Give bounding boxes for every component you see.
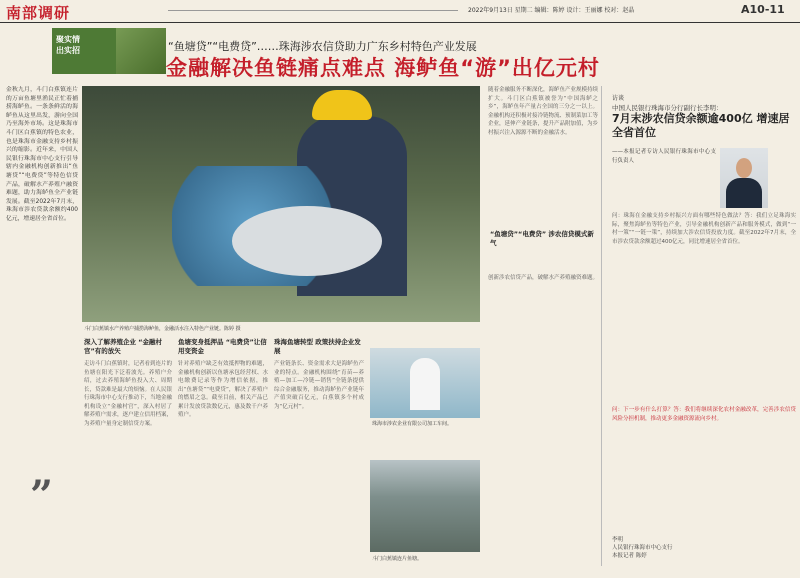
masthead: [0, 0, 800, 23]
column4-body-2: 创新涉农信贷产品，破解水产养殖融资难题。: [488, 275, 598, 281]
interview-kicker: 访谈: [612, 95, 625, 102]
column4-body: 随着金融服务不断深化，海鲈鱼产业规模持续扩大。斗门区白蕉镇被誉为“中国海鲈之乡”，海鲈鱼年产量占全国的三分之一以上。金融机构还积极对接冷链物流、预制菜加工等企业，延伸产业链条，提升产品附加值，为乡村振兴注入源源不断的金融活水。: [488, 87, 598, 136]
masthead-rule: [168, 10, 458, 11]
interview-byline: [612, 536, 673, 560]
byline-role: 人民银行珠海市中心支行: [612, 545, 673, 551]
section1-title: 深入了解养殖企业 “金融村官”有的放矢: [84, 338, 163, 355]
portrait-suit: [726, 178, 762, 208]
fishpond-photo-caption: 斗门白蕉镇连片鱼塘。: [372, 556, 423, 562]
interviewee-portrait: [720, 148, 768, 208]
article-headline: 金融解决鱼链痛点难点 海鲈鱼“游”出亿元村: [166, 56, 600, 80]
fish-catch: [232, 206, 382, 276]
quote-mark-icon: ”: [30, 472, 54, 519]
interview-subtitle: 中国人民银行珠海市分行副行长李明：: [612, 104, 723, 112]
section2-body: 针对养殖户缺乏有效抵押物的难题，金融机构创新以鱼塘承包经营权、水电缴费记录等作为增信依据，推出“鱼塘贷”“电费贷”，解决了养殖户的燃眉之急。截至目前，相关产品已累计发放贷款数亿元，惠及数千户养殖户。: [178, 361, 268, 418]
hard-hat: [312, 90, 372, 120]
column4-subhead: “鱼塘贷”“电费贷” 涉农信贷模式新气: [490, 230, 594, 247]
section3-title: 珠海鱼塘转型 政策扶持企业发展: [274, 338, 361, 355]
page-number: A10-11: [741, 3, 785, 16]
tag-line-1: 聚实情: [56, 35, 80, 44]
main-photo: [82, 86, 480, 322]
interview-intro: ——本报记者专访人民银行珠海市中心支行负责人: [612, 149, 716, 164]
section3-body: 产业链条长、资金需求大是海鲈鱼产业的特点。金融机构围绕“育苗—养殖—加工—冷链—销售”全链条提供综合金融服务，推动海鲈鱼产业链年产值突破百亿元，白蕉镇多个村成为“亿元村”。: [274, 361, 364, 410]
worker-figure: [410, 358, 440, 410]
tag-line-2: 出实招: [56, 46, 80, 55]
main-photo-caption: 斗门白蕉镇水产养殖户捕捞海鲈鱼，金融活水注入特色产业链。陈婷 摄: [84, 326, 241, 332]
article-kicker: “鱼塘贷”“电费贷”……珠海涉农信贷助力广东乡村特色产业发展: [168, 40, 477, 53]
section1-body: 走访斗门白蕉镇时，记者看到连片的鱼塘在阳光下泛着波光。养殖户介绍，过去养殖海鲈鱼投入大、周期长，贷款难是最大的烦恼。在人民银行珠海市中心支行推动下，当地金融机构设立“金融村官”，深入村居了解养殖户需求，逐户建立信用档案，为养殖户量身定制信贷方案。: [84, 361, 172, 427]
section2-title: 鱼塘变身抵押品 “电费贷”让信用变资金: [178, 338, 267, 355]
section-tag: [52, 28, 116, 74]
interview-highlight: 问：下一步有什么打算？答：我们将继续深化农村金融改革，完善涉农信贷风险分担机制，推动更多金融资源流向乡村。: [612, 407, 796, 422]
interview-title: 7月末涉农信贷余额逾400亿 增速居全省首位: [612, 112, 790, 139]
fishpond-photo: [370, 460, 480, 552]
portrait-face: [736, 158, 752, 178]
byline-reporter: 本报记者 陈婷: [612, 553, 647, 559]
processing-photo: [370, 348, 480, 418]
lead-paragraph: 金秋九月，斗门白蕉镇连片的万亩鱼塘里渔民正忙着捕捞海鲈鱼。一条条鲜活的海鲈鱼从这里出发，游向全国乃至海外市场。这是珠海市斗门区白蕉镇的特色农业，也是珠海市金融支持乡村振兴的缩影。近年来，中国人民银行珠海市中心支行引导辖内金融机构创新推出“鱼塘贷”“电费贷”等特色信贷产品，破解水产养殖户融资难题，助力海鲈鱼全产业链发展。截至2022年7月末，珠海市涉农贷款余额约400亿元，增速居全省首位。: [6, 87, 78, 222]
interview-body: 问：珠海在金融支持乡村振兴方面有哪些特色做法？答：我们立足珠海实际，聚焦海鲈鱼等特色产业，引导金融机构创新产品和服务模式，做到“一村一策”“一链一策”，持续加大涉农信贷投放力度。截至2022年7月末，全市涉农贷款余额超过400亿元，同比增速居全省首位。: [612, 213, 796, 245]
masthead-date: 2022年9月13日 星期二 编辑：陈婷 设计：王丽娜 校对：赵晶: [468, 7, 635, 14]
byline-name: 李明: [612, 537, 624, 543]
masthead-brand: 南部调研: [6, 4, 71, 22]
processing-photo-caption: 珠海市涉农企业有限公司加工车间。: [372, 421, 453, 427]
column-divider: [601, 86, 602, 566]
